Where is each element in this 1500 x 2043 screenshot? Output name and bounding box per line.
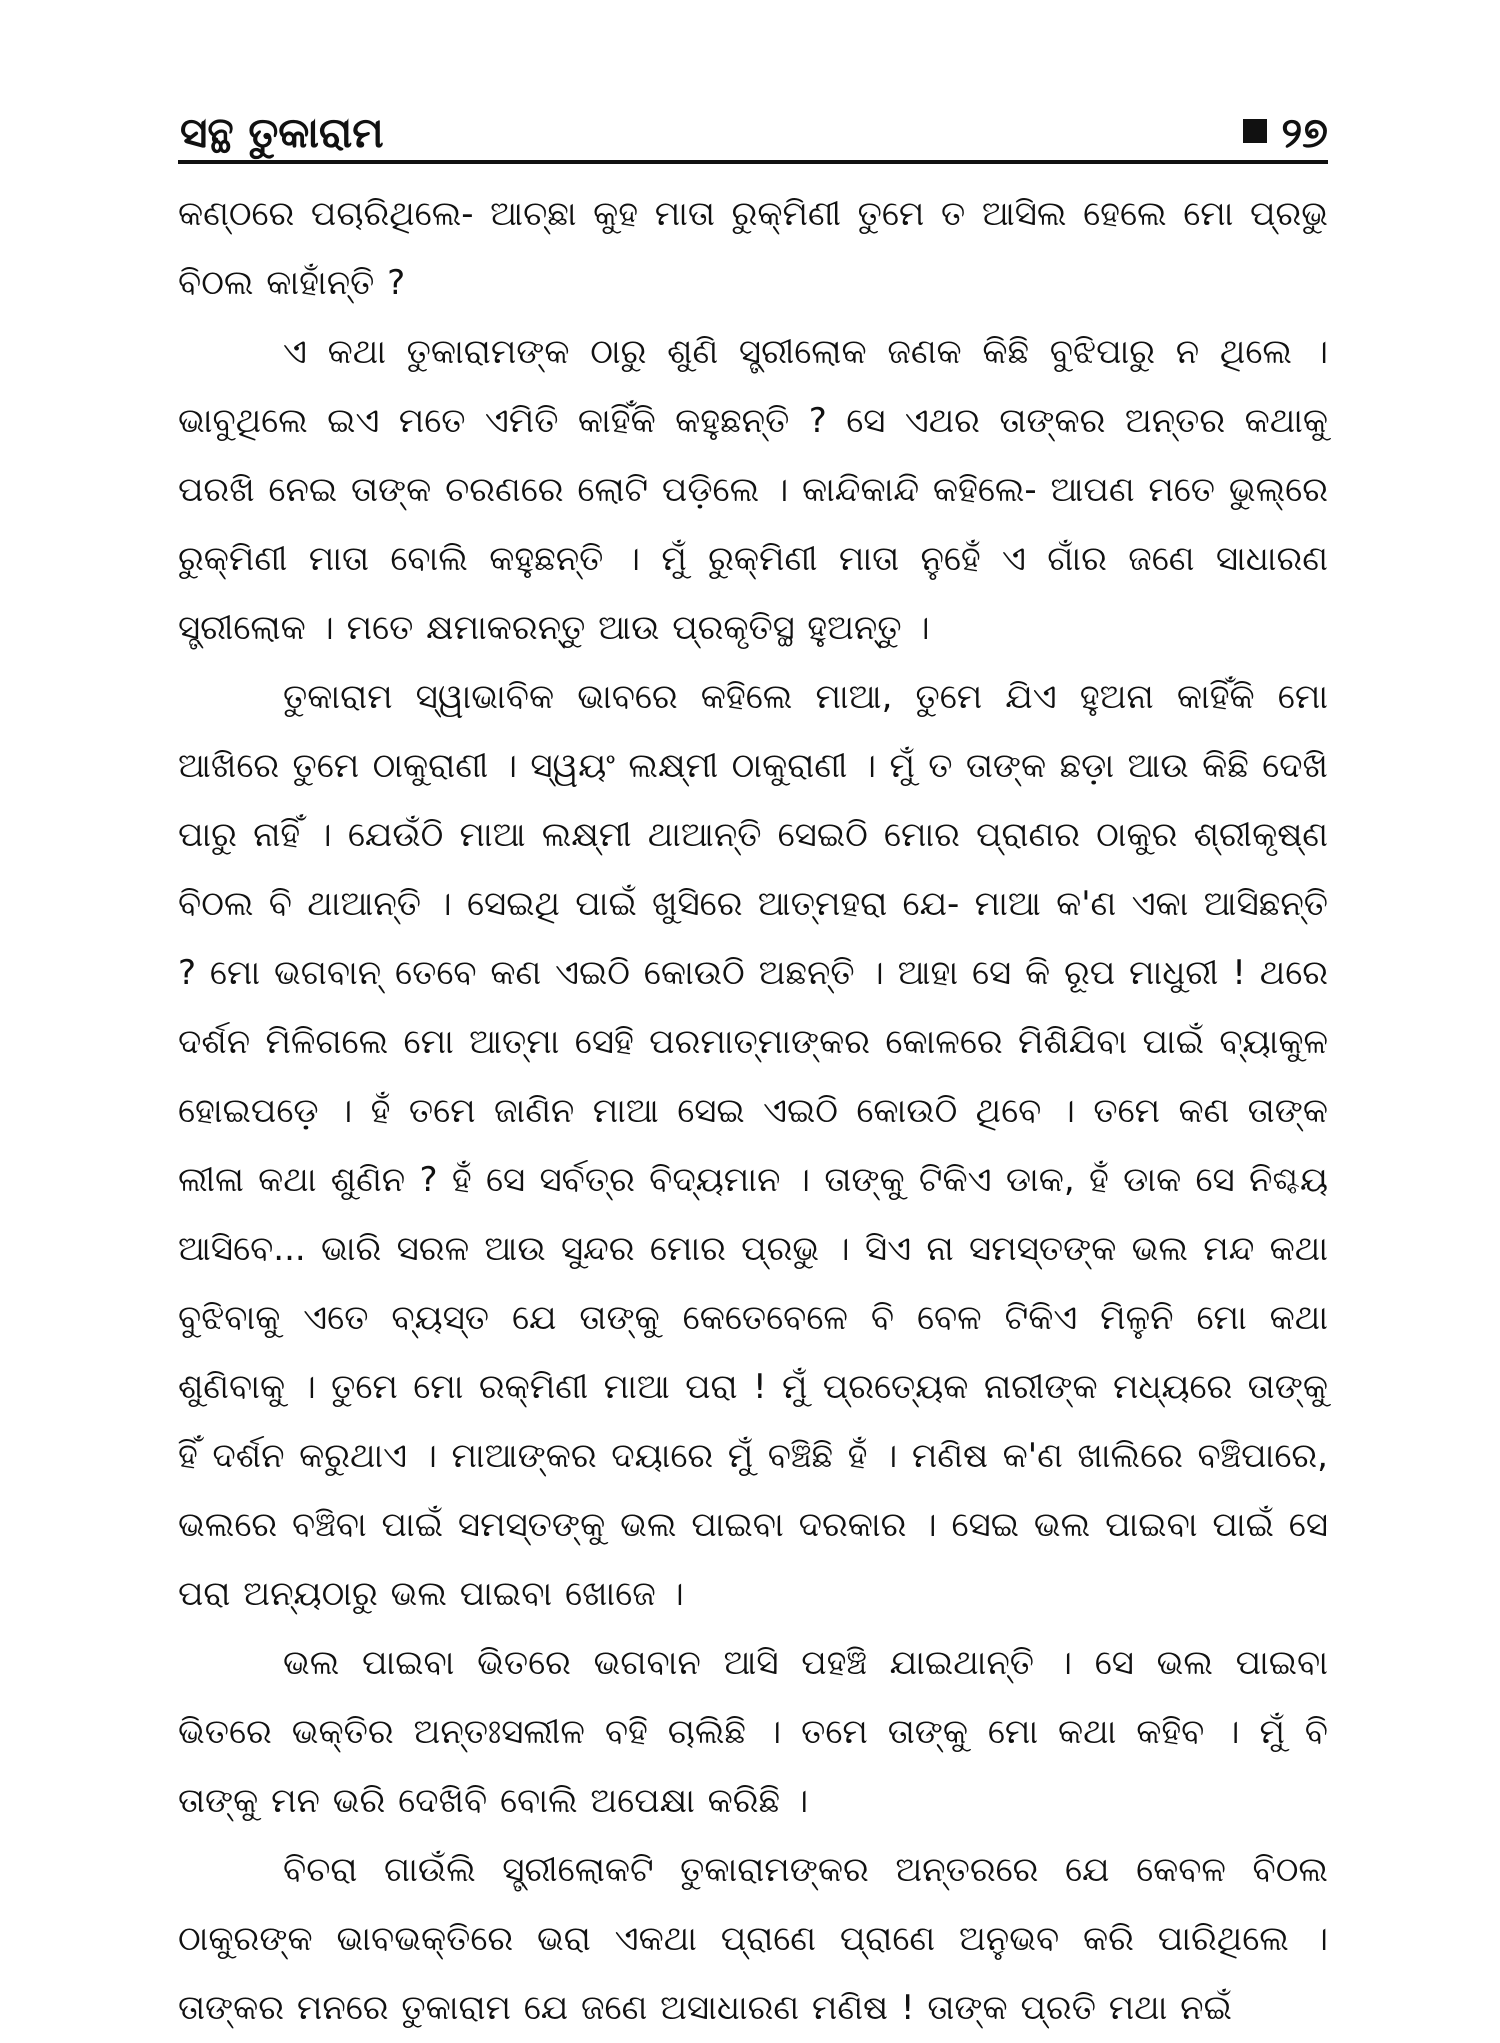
running-title: ସନ୍ଥ ତୁକାରାମ xyxy=(180,108,384,157)
paragraph-2: ଏ କଥା ତୁକାରାମଙ୍କ ଠାରୁ ଶୁଣି ସ୍ତ୍ରୀଲୋକ ଜଣକ କିଛି ବୁଝିପାରୁ ନ ଥିଲେ । ଭାବୁଥିଲେ ଇଏ ମତେ ଏମିତି କାହିଁକି କହୁଛନ୍ତି ? ସେ ଏଥର ତାଙ୍କର ଅନ୍ତର କଥାକୁ ପରଖି ନେଇ ତାଙ୍କ ଚରଣରେ ଲୋଟି ପଡ଼ିଲେ । କାନ୍ଦିକାନ୍ଦି କହିଲେ- ଆପଣ ମତେ ଭୁଲ୍‌ରେ ରୁକ୍ମିଣୀ ମାତା ବୋଲି କହୁଛନ୍ତି । ମୁଁ ରୁକ୍ମିଣୀ ମାତା ନୁହେଁ ଏ ଗାଁର ଜଣେ ସାଧାରଣ ସ୍ତ୍ରୀଲୋକ । ମତେ କ୍ଷମାକରନ୍ତୁ ଆଉ ପ୍ରକୃତିସ୍ଥ ହୁଅନ୍ତୁ । xyxy=(178,332,1328,648)
page-header xyxy=(178,104,1328,164)
header-rule xyxy=(178,160,1328,164)
body-text xyxy=(178,180,1328,2043)
page-number-block xyxy=(1243,108,1328,158)
page-number: ୨୭ xyxy=(1281,108,1328,157)
paragraph-4: ଭଲ ପାଇବା ଭିତରେ ଭଗବାନ ଆସି ପହଞ୍ଚି ଯାଇଥାନ୍ତି । ସେ ଭଲ ପାଇବା ଭିତରେ ଭକ୍ତିର ଅନ୍ତଃସଲୀଳ ବହି ଚାଲିଛି । ତମେ ତାଙ୍କୁ ମୋ କଥା କହିବ । ମୁଁ ବି ତାଙ୍କୁ ମନ ଭରି ଦେଖିବି ବୋଲି ଅପେକ୍ଷା କରିଛି । xyxy=(178,1643,1328,1821)
paragraph-3: ତୁକାରାମ ସ୍ୱାଭାବିକ ଭାବରେ କହିଲେ ମାଆ, ତୁମେ ଯିଏ ହୁଅନା କାହିଁକି ମୋ ଆଖିରେ ତୁମେ ଠାକୁରାଣୀ । ସ୍ୱୟଂ ଲକ୍ଷ୍ମୀ ଠାକୁରାଣୀ । ମୁଁ ତ ତାଙ୍କ ଛଡ଼ା ଆଉ କିଛି ଦେଖି ପାରୁ ନାହିଁ । ଯେଉଁଠି ମାଆ ଲକ୍ଷ୍ମୀ ଥାଆନ୍ତି ସେଇଠି ମୋର ପ୍ରାଣର ଠାକୁର ଶ୍ରୀକୃଷ୍ଣ ବିଠଲ ବି ଥାଆନ୍ତି । ସେଇଥି ପାଇଁ ଖୁସିରେ ଆତ୍ମହରା ଯେ- ମାଆ କ'ଣ ଏକା ଆସିଛନ୍ତି ? ମୋ ଭଗବାନ୍ ତେବେ କଣ ଏଇଠି କୋଉଠି ଅଛନ୍ତି । ଆହା ସେ କି ରୂପ ମାଧୁରୀ ! ଥରେ ଦର୍ଶନ ମିଳିଗଲେ ମୋ ଆତ୍ମା ସେହି ପରମାତ୍ମାଙ୍କର କୋଳରେ ମିଶିଯିବା ପାଇଁ ବ୍ୟାକୁଳ ହୋଇପଡ଼େ । ହଁ ତମେ ଜାଣିନ ମାଆ ସେଇ ଏଇଠି କୋଉଠି ଥିବେ । ତମେ କଣ ତାଙ୍କ ଲୀଳା କଥା ଶୁଣିନ ? ହଁ ସେ ସର୍ବତ୍ର ବିଦ୍ୟମାନ । ତାଙ୍କୁ ଟିକିଏ ଡାକ, ହଁ ଡାକ ସେ ନିଶ୍ଚୟ ଆସିବେ... ଭାରି ସରଳ ଆଉ ସୁନ୍ଦର ମୋର ପ୍ରଭୁ । ସିଏ ନା ସମସ୍ତଙ୍କ ଭଲ ମନ୍ଦ କଥା ବୁଝିବାକୁ ଏତେ ବ୍ୟସ୍ତ ଯେ ତାଙ୍କୁ କେତେବେଳେ ବି ବେଳ ଟିକିଏ ମିଳୁନି ମୋ କଥା ଶୁଣିବାକୁ । ତୁମେ ମୋ ରକ୍ମିଣୀ ମାଆ ପରା ! ମୁଁ ପ୍ରତ୍ୟେକ ନାରୀଙ୍କ ମଧ୍ୟରେ ତାଙ୍କୁ ହିଁ ଦର୍ଶନ କରୁଥାଏ । ମାଆଙ୍କର ଦୟାରେ ମୁଁ ବଞ୍ଚିଛି ହଁ । ମଣିଷ କ'ଣ ଖାଲିରେ ବଞ୍ଚିପାରେ, ଭଲରେ ବଞ୍ଚିବା ପାଇଁ ସମସ୍ତଙ୍କୁ ଭଲ ପାଇବା ଦରକାର । ସେଇ ଭଲ ପାଇବା ପାଇଁ ସେ ପରା ଅନ୍ୟଠାରୁ ଭଲ ପାଇବା ଖୋଜେ । xyxy=(178,677,1328,1614)
black-square-icon xyxy=(1243,119,1267,143)
paragraph-1: କଣ୍ଠରେ ପଚାରିଥିଲେ- ଆଚ୍ଛା କୁହ ମାତା ରୁକ୍ମିଣୀ ତୁମେ ତ ଆସିଲ ହେଲେ ମୋ ପ୍ରଭୁ ବିଠଲ କାହାଁନ୍ତି ? xyxy=(178,194,1328,303)
paragraph-5: ବିଚରା ଗାଉଁଲି ସ୍ତ୍ରୀଲୋକଟି ତୁକାରାମଙ୍କର ଅନ୍ତରରେ ଯେ କେବଳ ବିଠଲ ଠାକୁରଙ୍କ ଭାବଭକ୍ତିରେ ଭରା ଏକଥା ପ୍ରାଣେ ପ୍ରାଣେ ଅନୁଭବ କରି ପାରିଥିଲେ । ତାଙ୍କର ମନରେ ତୁକାରାମ ଯେ ଜଣେ ଅସାଧାରଣ ମଣିଷ ! ତାଙ୍କ ପ୍ରତି ମଥା ନଇଁ xyxy=(178,1850,1328,2028)
